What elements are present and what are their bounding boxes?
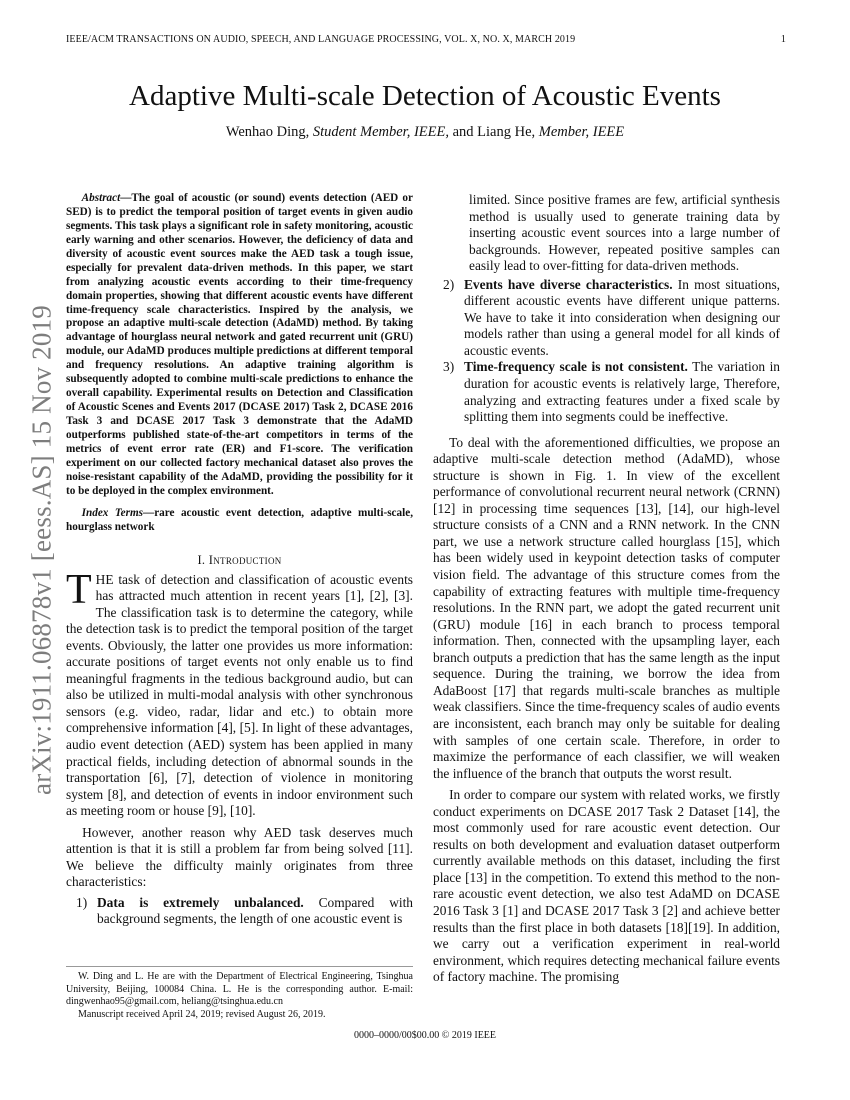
- list-item-continuation: limited. Since positive frames are few, artificial synthesis method is usually used to generate training data by inserting acoustic event sources into a large number of backgrounds. However, repeated positive samples can easily lead to over-fitting for data-driven methods.: [469, 192, 780, 274]
- index-terms-label: Index Terms: [81, 506, 144, 519]
- author-1-role: Student Member, IEEE,: [312, 124, 449, 140]
- list-item-number: 2): [443, 276, 455, 292]
- abstract-label: Abstract: [81, 192, 121, 204]
- drop-cap: T: [66, 571, 92, 613]
- footnote-rule: [66, 966, 413, 967]
- abstract-text: —The goal of acoustic (or sound) events detection (AED or SED) is to predict the temporal position of target events in given audio segments. This task plays a significant role in safety monitoring, acoustic early warning and other scenarios. However, the deficiency of data and diversity of acoustic event sources make the AED task a tough issue, especially for prevalent data-driven methods. In this paper, we start from analyzing acoustic events according to their time-frequency domain properties, showing that different acoustic events have different time-frequency scale characteristics. Inspired by the analysis, we propose an adaptive multi-scale detection (AdaMD) method. By taking advantage of hourglass neural network and gated recurrent unit (GRU) module, our AdaMD produces multiple predictions at different temporal and frequency resolutions. An adaptive training algorithm is subsequently adopted to combine multi-scale predictions to enhance the overall capability. Experimental results on Detection and Classification of Acoustic Scenes and Events 2017 (DCASE 2017) Task 2, DCASE 2016 Task 3 and DCASE 2017 Task 3 demonstrate that the AdaMD outperforms published state-of-the-art competitors in terms of the metrics of event error rate (ER) and F1-score. The verification experiment on our collected factory mechanical dataset also proves the noise-resistant capability of the AdaMD, providing the possibility for it to be deployed in the complex environment.: [66, 192, 413, 497]
- page-number: 1: [780, 34, 786, 45]
- left-column: [66, 192, 413, 928]
- journal-header: IEEE/ACM TRANSACTIONS ON AUDIO, SPEECH, AND LANGUAGE PROCESSING, VOL. X, NO. X, MARCH 2019: [66, 34, 576, 45]
- section-title: Introduction: [208, 552, 282, 567]
- body-paragraph: In order to compare our system with related works, we firstly conduct experiments on DCASE 2017 Task 2 Dataset [14], the most commonly used for rare acoustic event detection. Our results on both development and evaluation dataset outperform currently available methods on this dataset, including the first place [13] in the competition. To extend this method to the non-rare acoustic event detection, we also test AdaMD on DCASE 2016 Task 3 [1] and DCASE 2017 Task 3 [2] and achieve better results than the first place in both datasets [18][19]. In addition, we carry out a verification experiment in real-world environment, which requires detecting mechanical failure events of factory machine. The promising: [433, 787, 780, 985]
- characteristics-list-continued: [433, 277, 780, 426]
- author-1: Wenhao Ding,: [225, 124, 313, 140]
- arxiv-identifier: arXiv:1911.06878v1 [eess.AS] 15 Nov 2019: [26, 305, 57, 795]
- body-paragraph: To deal with the aforementioned difficulties, we propose an adaptive multi-scale detection method (AdaMD), whose structure is shown in Fig. 1. In view of the excellent performance of convolutional recurrent neural network (CRNN) [12] in processing time sequences [13], [14], our high-level structure consists of a CNN and a RNN network. In the CNN part, we use a network structure called hourglass [15], which has been widely used in keypoint detection tasks of computer vision field. The advantage of this structure comes from the capability of extracting features with multiple time-frequency resolutions. In the RNN part, we adopt the gated recurrent unit (GRU) module [16] in each branch to process temporal information. Then, connected with the upsampling layer, each branch outputs a prediction that has the same length as the input sequence. During the training, we borrow the idea from AdaBoost [17] that regards multi-scale branches as multiple weak classifiers. Since the time-frequency scales of audio events are inconsistent, each branch may only be suitable for dealing with samples of one certain scale. Therefore, in order to maximize the performance of each classifier, we will weaken the influence of the branch that outputs the worst result.: [433, 434, 780, 781]
- author-conjunction: and Liang He,: [448, 124, 539, 140]
- list-item-heading: Time-frequency scale is not consistent.: [464, 359, 688, 375]
- intro-paragraph-2: However, another reason why AED task deserves much attention is that it is still a problem far from being solved [11]. We believe the difficulty mainly originates from three characteristics:: [66, 824, 413, 890]
- list-item: [433, 359, 780, 425]
- list-item-number: 3): [443, 359, 455, 375]
- intro-paragraph-1-text: HE task of detection and classification of acoustic events has attracted much attention in recent years [1], [2], [3]. The classification task is to determine the category, while the detection task is to predict the temporal position of the target events. Obviously, the latter one provides us more information: accurate positions of target events not only enable us to find meaningful fragments in the tedious background audio, but can also be utilized in multi-modal analysis with other synchronous sensors (e.g. video, radar, lidar and etc.) to obtain more comprehensive information [4], [5]. In light of these advantages, audio event detection (AED) system has been applied in many practical fields, including detection of abnormal sounds in the transportation [6], [7], detection of violence in monitoring system [8], and detection of events in indoor environment such as meeting room or house [9], [10].: [66, 571, 413, 819]
- list-item-heading: Events have diverse characteristics.: [464, 276, 673, 292]
- section-numeral: I.: [197, 552, 209, 567]
- arxiv-stamp: [22, 285, 62, 815]
- list-item: [66, 895, 413, 928]
- list-item-text: Compared with background segments, the length of one acoustic event is: [97, 894, 413, 927]
- index-terms-text: —rare acoustic event detection, adaptive multi-scale, hourglass network: [66, 506, 413, 533]
- right-column: [433, 192, 780, 986]
- author-line: [0, 124, 850, 141]
- characteristics-list: [66, 895, 413, 928]
- section-heading-introduction: [66, 553, 413, 568]
- list-item: [433, 277, 780, 360]
- list-item-text: In most situations, different acoustic events have different unique patterns. We have to take it into consideration when designing our models rather than using a general model for all kinds of acoustic events.: [464, 276, 780, 358]
- footnote-affiliation: W. Ding and L. He are with the Department of Electrical Engineering, Tsinghua University, Beijing, 100084 China. L. He is the corresponding author. E-mail: dingwenhao95@gmail.com, heliang@tsinghua.edu.cn: [66, 971, 413, 1008]
- footnote: [66, 966, 413, 1022]
- footnote-received: Manuscript received April 24, 2019; revised August 26, 2019.: [78, 1009, 326, 1021]
- list-item-heading: Data is extremely unbalanced.: [97, 894, 304, 910]
- list-item-text: The variation in duration for acoustic events is relatively large, Therefore, analyzing and extracting features under a fixed scale by splitting them into segments could be ineffective.: [464, 359, 780, 425]
- list-item-number: 1): [76, 894, 88, 910]
- copyright-line: 0000–0000/00$00.00 © 2019 IEEE: [353, 1030, 497, 1041]
- author-2-role: Member, IEEE: [538, 124, 625, 140]
- intro-paragraph-1: [66, 572, 413, 820]
- running-head: [66, 34, 786, 50]
- index-terms: [66, 507, 413, 535]
- abstract: [66, 192, 413, 499]
- paper-title: Adaptive Multi-scale Detection of Acoustic Events: [129, 80, 721, 112]
